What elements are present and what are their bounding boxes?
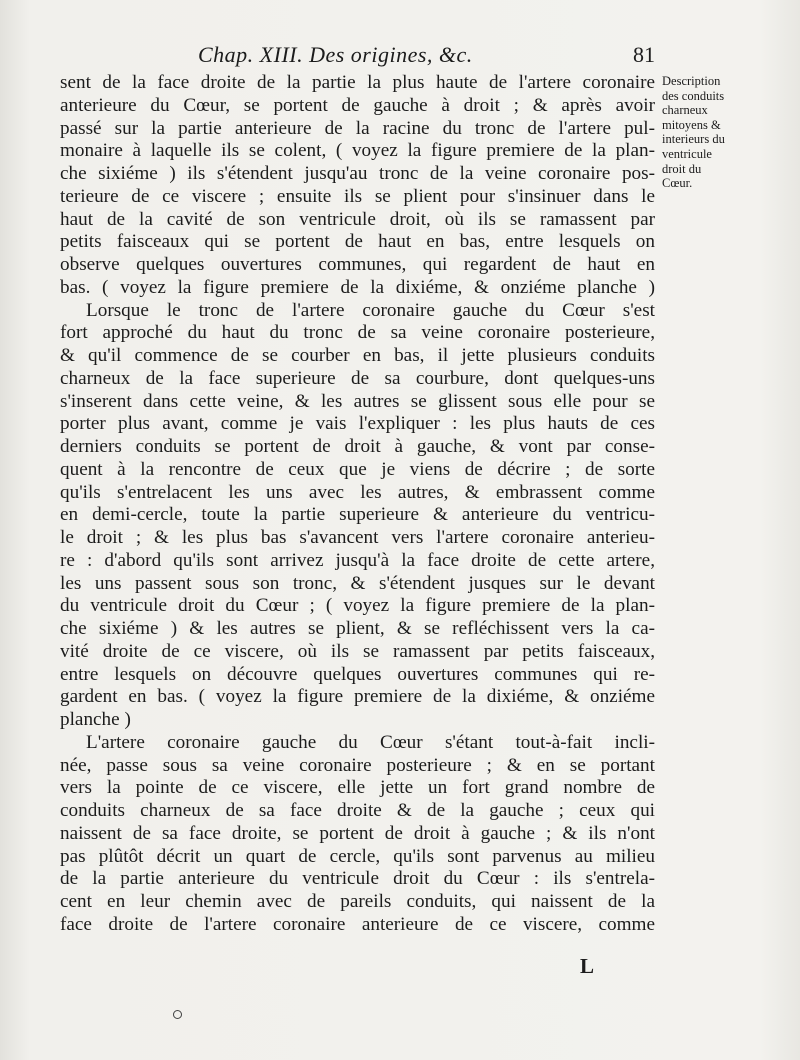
text-line: quent à la rencontre de ceux que je viens de décrire ; de sorte [60, 458, 655, 480]
text-line: conduits charneux de sa face droite & de la gauche ; ceux qui [60, 800, 655, 821]
text-line: porter plus avant, comme je vais l'expliquer : les plus hauts de ces [60, 413, 655, 435]
text-line: née, passe sous sa veine coronaire posterieure ; & en se portant [60, 754, 655, 776]
text-line: terieure de ce viscere ; ensuite ils se plient pour s'insinuer dans le [60, 185, 655, 207]
text-line: du ventricule droit du Cœur ; ( voyez la figure premiere de la plan- [60, 595, 655, 617]
text-line: de la partie anterieure du ventricule droit du Cœur : ils s'entrela- [60, 868, 655, 890]
margin-note-line: ventricule [662, 146, 712, 161]
margin-note-line: Description [662, 74, 721, 88]
text-line: charneux de la face superieure de sa courbure, dont quelques-uns [60, 367, 655, 389]
main-text [60, 72, 655, 937]
text-line: petits faisceaux qui se portent de haut en bas, entre lesquels on [60, 231, 655, 253]
text-line: s'inserent dans cette veine, & les autres se glissent sous elle pour se [60, 390, 655, 412]
margin-note-line: mitoyens & [662, 117, 721, 132]
text-line: passé sur la partie anterieure de la racine du tronc de l'artere pul- [60, 117, 655, 139]
text-line: derniers conduits se portent de droit à gauche, & vont par conse- [60, 436, 655, 457]
text-line: naissent de sa face droite, se portent de droit à gauche ; & ils n'ont [60, 822, 655, 844]
text-line: cent en leur chemin avec de pareils conduits, qui naissent de la [60, 891, 655, 912]
chapter-title: Chap. XIII. Des origines, &c. [198, 42, 473, 67]
margin-note-line: interieurs du [662, 132, 725, 147]
text-line: entre lesquels on découvre quelques ouvertures communes qui re- [60, 663, 655, 685]
text-line: Lorsque le tronc de l'artere coronaire gauche du Cœur s'est [86, 299, 655, 321]
text-line: haut de la cavité de son ventricule droit, où ils se ramassent par [60, 208, 655, 230]
text-line: qu'ils s'entrelacent les uns avec les autres, & embrassent comme [60, 481, 655, 503]
text-line: observe quelques ouvertures communes, qui regardent de haut en [60, 254, 655, 275]
margin-note-line: des conduits [662, 88, 725, 103]
running-header [60, 38, 655, 72]
text-line: bas. ( voyez la figure premiere de la dixiéme, & onziéme planche ) [60, 276, 655, 298]
text-line: planche ) [60, 709, 131, 730]
margin-note-line: Cœur. [662, 176, 693, 191]
text-line: L'artere coronaire gauche du Cœur s'étant tout-à-fait incli- [86, 731, 655, 753]
text-line: che sixiéme ) & les autres se plient, & se refléchissent vers la ca- [60, 618, 655, 639]
text-line: anterieure du Cœur, se portent de gauche à droit ; & après avoir [60, 94, 655, 116]
catchword: L [580, 954, 595, 978]
page-number: 81 [633, 42, 655, 67]
text-line: vers la pointe de ce viscere, elle jette un fort grand nombre de [60, 777, 655, 799]
text-line: les uns passent sous son tronc, & s'étendent jusques sur le devant [60, 572, 655, 594]
text-line: monaire à laquelle ils se colent, ( voyez la figure premiere de la plan- [60, 140, 655, 162]
margin-note-line: charneux [662, 103, 708, 118]
text-line: fort approché du haut du tronc de sa veine coronaire posterieure, [60, 322, 655, 344]
text-line: sent de la face droite de la partie la plus haute de l'artere coronaire [60, 72, 655, 93]
margin-note [662, 74, 772, 191]
text-line: pas plûtôt décrit un quart de cercle, qu'ils sont parvenus au milieu [60, 845, 655, 867]
text-line: en demi-cercle, toute la partie superieure & anterieure du ventricu- [60, 504, 655, 526]
text-line: vité droite de ce viscere, où ils se ramassent par petits faisceaux, [60, 640, 655, 662]
text-line: re : d'abord qu'ils sont arrivez jusqu'à la face droite de cette artere, [60, 549, 655, 571]
text-line: le droit ; & les plus bas s'avancent vers l'artere coronaire anterieu- [60, 527, 655, 548]
text-line: gardent en bas. ( voyez la figure premiere de la dixiéme, & onziéme [60, 686, 655, 708]
text-line: & qu'il commence de se courber en bas, il jette plusieurs conduits [60, 345, 655, 366]
text-line: che sixiéme ) ils s'étendent jusqu'au tronc de la veine coronaire pos- [60, 163, 655, 184]
margin-note-line: droit du [662, 161, 702, 176]
ink-mark [173, 1010, 182, 1019]
text-line: face droite de l'artere coronaire anterieure de ce viscere, comme [60, 913, 655, 935]
